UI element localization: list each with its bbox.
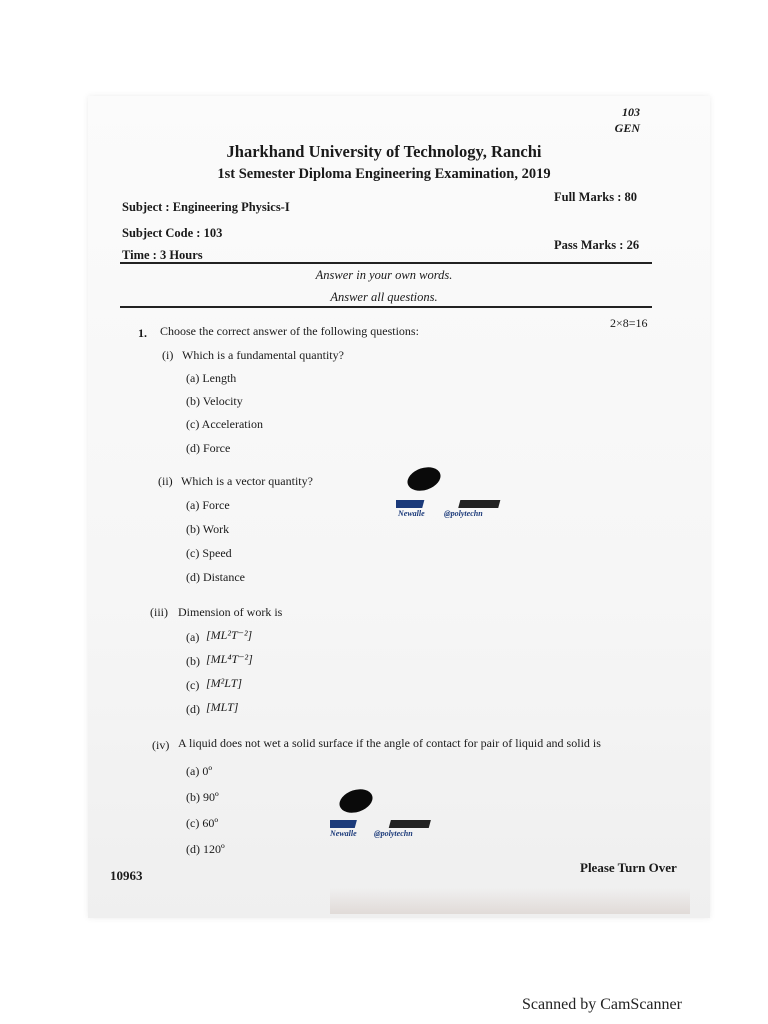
watermark-logo [396, 464, 526, 524]
exam-title: 1st Semester Diploma Engineering Examination, 2019 [217, 166, 551, 182]
subquestion-label: (iii) [150, 605, 168, 619]
option-item: (b) Work [186, 522, 230, 536]
watermark-text: @polytechn [374, 829, 413, 838]
watermark-text: @polytechn [444, 509, 483, 518]
option-item: (d) Force [186, 441, 231, 455]
question-text: Choose the correct answer of the following questions: [160, 324, 419, 338]
option-item: (a) 0º [186, 764, 213, 778]
formula-text: MLT [210, 700, 234, 714]
option-item: (d) Distance [186, 570, 245, 584]
option-item: (b) [186, 654, 200, 668]
subquestion-text: Dimension of work is [178, 605, 283, 619]
option-item: (c) 60º [186, 816, 219, 830]
option-item: (d) [186, 702, 200, 716]
full-marks: Full Marks : 80 [554, 190, 637, 204]
dimension-formula: [ML⁴T⁻²] [206, 652, 253, 666]
dimension-formula: [ML²T⁻²] [206, 628, 253, 642]
page-shadow [330, 888, 690, 914]
please-turn-over: Please Turn Over [580, 860, 677, 875]
option-item: (b) 90º [186, 790, 219, 804]
watermark-text: Newalle [330, 829, 357, 838]
subquestion-text: Which is a fundamental quantity? [182, 348, 344, 362]
option-item: (d) 120º [186, 842, 225, 856]
watermark-text: Newalle [398, 509, 425, 518]
subquestion-label: (i) [162, 348, 174, 362]
paper-serial-number: 10963 [110, 868, 143, 883]
option-item: (a) Length [186, 371, 237, 385]
university-name: Jharkhand University of Technology, Ranchi [226, 142, 542, 161]
pass-marks: Pass Marks : 26 [554, 238, 640, 252]
option-item: (c) [186, 678, 200, 692]
subquestion-label: (iv) [152, 738, 170, 752]
question-number: 1. [138, 326, 147, 340]
subject-name: Subject : Engineering Physics-I [122, 200, 290, 214]
scanner-footer: Scanned by CamScanner [522, 996, 682, 1013]
option-item: (c) Acceleration [186, 417, 263, 431]
option-item: (b) Velocity [186, 394, 243, 408]
subquestion-label: (ii) [158, 474, 173, 488]
subquestion-text: A liquid does not wet a solid surface if the angle of contact for pair of liquid and solid is [178, 736, 601, 750]
formula-text: M²LT [210, 676, 238, 690]
dimension-formula: [MLT] [206, 700, 239, 714]
option-item: (a) [186, 630, 200, 644]
formula-text: ML⁴T⁻² [210, 652, 249, 666]
header-rule-top [120, 262, 652, 264]
category-code: GEN [614, 121, 640, 135]
instruction-all-questions: Answer all questions. [330, 290, 438, 304]
option-item: (a) Force [186, 498, 230, 512]
question-marks: 2×8=16 [610, 316, 648, 330]
subject-code: Subject Code : 103 [122, 226, 223, 240]
paper-code-top: 103 [622, 105, 640, 119]
formula-text: ML²T⁻² [210, 628, 248, 642]
dimension-formula: [M²LT] [206, 676, 243, 690]
option-item: (c) Speed [186, 546, 232, 560]
instruction-own-words: Answer in your own words. [315, 268, 453, 282]
watermark-logo [330, 786, 450, 846]
subquestion-text: Which is a vector quantity? [181, 474, 313, 488]
time-allowed: Time : 3 Hours [122, 248, 203, 262]
header-rule-bottom [120, 306, 652, 308]
